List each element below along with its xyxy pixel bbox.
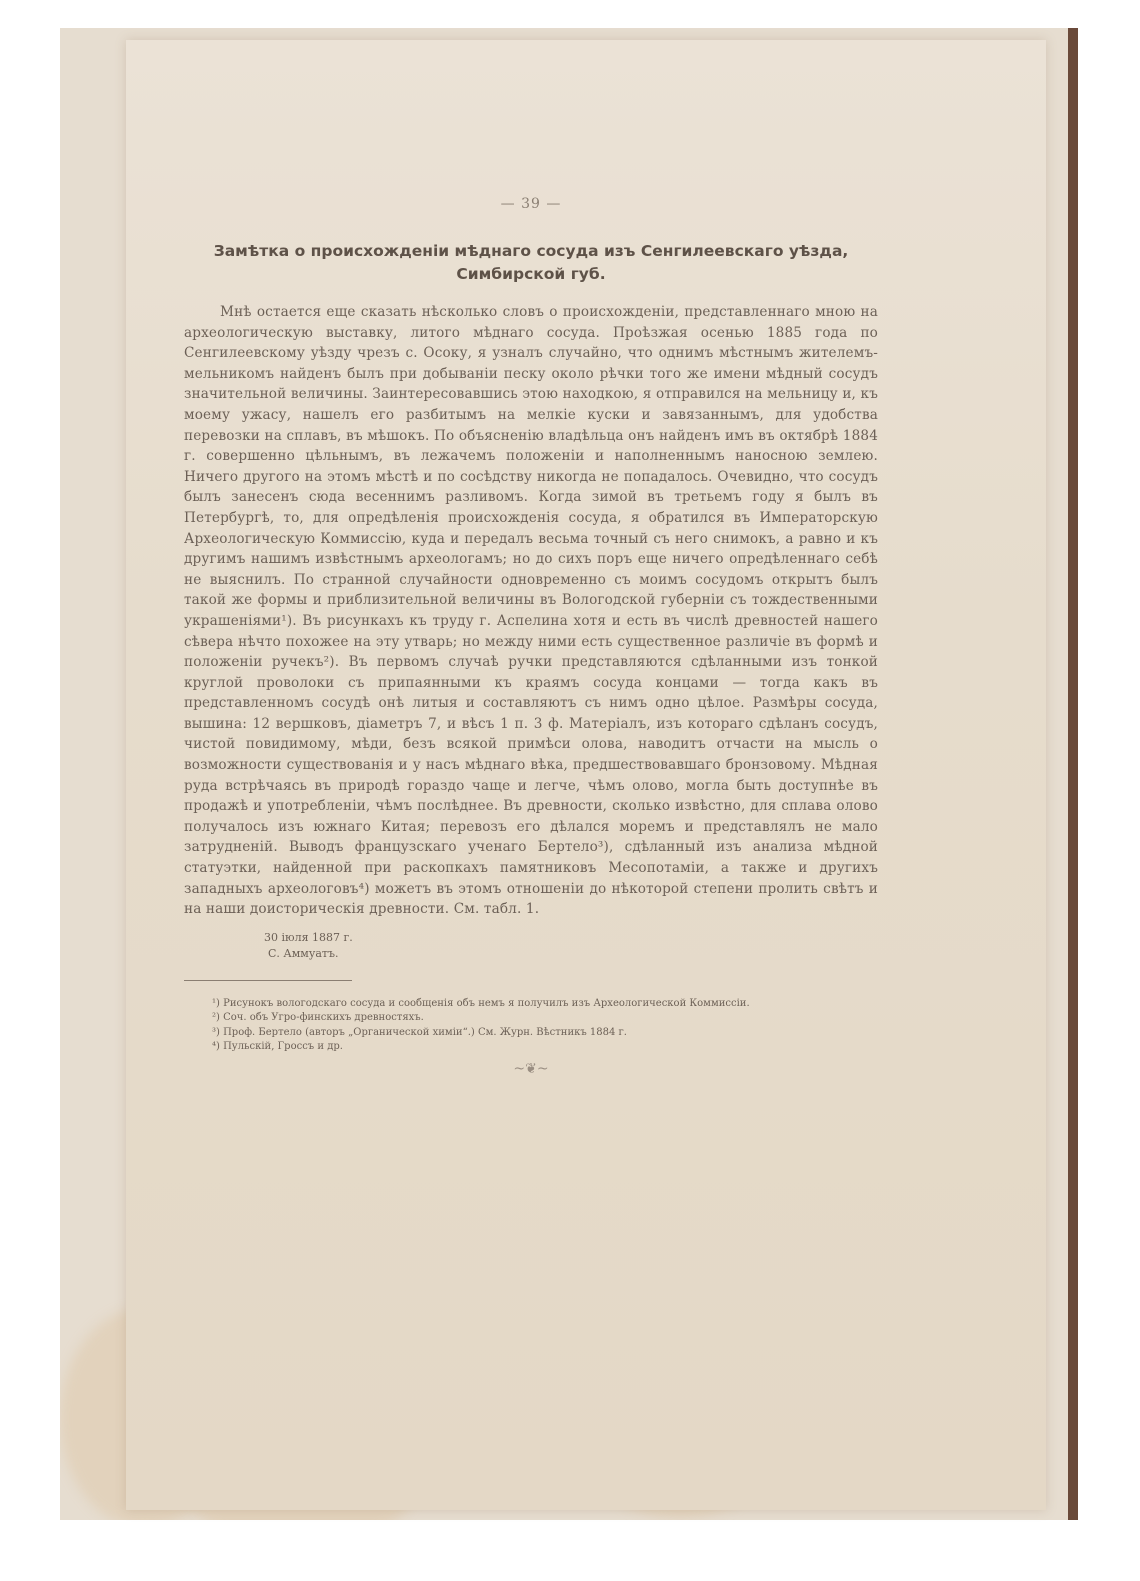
footnotes — [184, 997, 878, 1055]
article-title: Замѣтка о происхожденіи мѣднаго сосуда изъ Сенгилеевскаго уѣзда, Симбирской губ. — [213, 242, 849, 283]
page-number: — 39 — — [500, 196, 562, 212]
signature-block — [264, 930, 878, 962]
footnote-4: ⁴) Пульскій, Гроссъ и др. — [212, 1041, 343, 1053]
closing-ornament-icon: ~❦~ — [513, 1060, 549, 1077]
footnote-3: ³) Проф. Бертело (авторъ „Органической химіи“.) См. Журн. Вѣстникъ 1884 г. — [212, 1026, 627, 1038]
signature-date: 30 іюля 1887 г. — [264, 930, 353, 944]
document-page — [184, 196, 878, 1077]
article-body: Мнѣ остается еще сказать нѣсколько словъ о происхожденіи, представленнаго мною на археологическую выставку, литого мѣднаго сосуда. Проѣзжая осенью 1885 года по Сенгилеевскому уѣзду чрезъ с. Осоку, я узналъ случайно, что однимъ мѣстнымъ жителемъ-мельникомъ найденъ былъ при добываніи песку около рѣчки того же имени мѣдный сосудъ значительной величины. Заинтересовавшись этою находкою, я отправился на мельницу и, къ моему ужасу, нашелъ его разбитымъ на мелкіе куски и завязаннымъ, для удобства перевозки на сплавъ, въ мѣшокъ. По объясненію владѣльца онъ найденъ имъ въ октябрѣ 1884 г. совершенно цѣльнымъ, въ лежачемъ положеніи и наполненнымъ наносною землею. Ничего другого на этомъ мѣстѣ и по сосѣдству никогда не попадалось. Очевидно, что сосудъ былъ занесенъ сюда весеннимъ разливомъ. Когда зимой въ третьемъ году я былъ въ Петербургѣ, то, для опредѣленія происхожденія сосуда, я обратился въ Императорскую Археологическую Коммиссію, куда и передалъ весьма точный съ него снимокъ, а равно и къ другимъ нашимъ извѣстнымъ археологамъ; но до сихъ поръ еще ничего опредѣленнаго себѣ не выяснилъ. По странной случайности одновременно съ моимъ сосудомъ открытъ былъ такой же формы и приблизительной величины въ Вологодской губерніи съ тождественными украшеніями¹). Въ рисункахъ къ труду г. Аспелина хотя и есть въ числѣ древностей нашего сѣвера нѣчто похожее на эту утварь; но между ними есть существенное различіе въ формѣ и положеніи ручекъ²). Въ первомъ случаѣ ручки представляются сдѣланными изъ тонкой круглой проволоки съ припаянными къ краямъ сосуда концами — тогда какъ въ представленномъ сосудѣ онѣ литыя и составляютъ съ нимъ одно цѣлое. Размѣры сосуда, вышина: 12 вершковъ, діаметръ 7, и вѣсъ 1 п. 3 ф. Матеріалъ, изъ котораго сдѣланъ сосудъ, чистой повидимому, мѣди, безъ всякой примѣси олова, наводитъ отчасти на мысль о возможности существованія и у насъ мѣднаго вѣка, предшествовавшаго бронзовому. Мѣдная руда встрѣчаясь въ природѣ гораздо чаще и легче, чѣмъ олово, могла быть доступнѣе въ продажѣ и употребленіи, чѣмъ послѣднее. Въ древности, сколько извѣстно, для сплава олово получалось изъ южнаго Китая; перевозъ его дѣлался моремъ и представлялъ не мало затрудненій. Выводъ французскаго ученаго Бертело³), сдѣланный изъ анализа мѣдной статуэтки, найденной при раскопкахъ памятниковъ Месопотаміи, а также и другихъ западныхъ археологовъ⁴) можетъ въ этомъ отношеніи до нѣкоторой степени пролить свѣтъ и на наши доисторическія древности. См. табл. 1. — [184, 304, 878, 918]
signature-name: С. Аммуатъ. — [268, 946, 339, 960]
footnote-2: ²) Соч. объ Угро-финскихъ древностяхъ. — [212, 1012, 424, 1024]
page-edge-shadow — [1068, 28, 1078, 1520]
footnote-divider — [184, 980, 352, 981]
footnote-1: ¹) Рисунокъ вологодскаго сосуда и сообщенія объ немъ я получилъ изъ Археологической Коммиссіи. — [212, 997, 750, 1009]
